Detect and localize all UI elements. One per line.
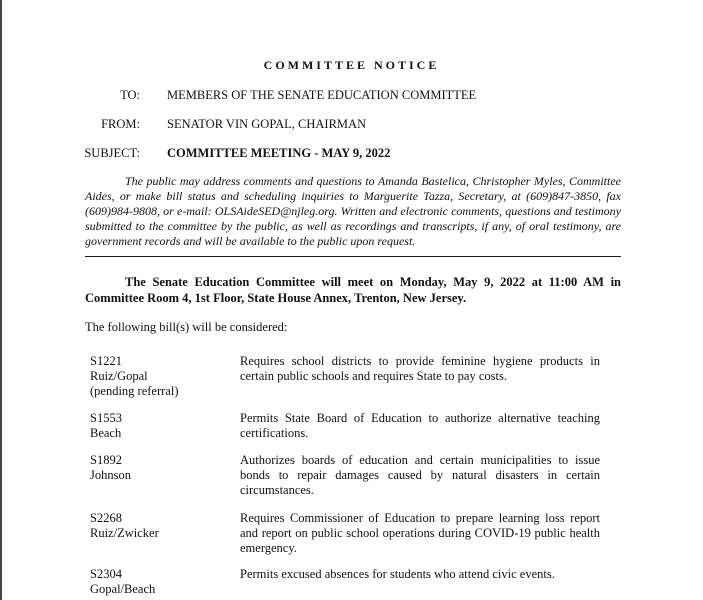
public-comment-paragraph: The public may address comments and questions to Amanda Bastelica, Christopher Myles, Committee Aides, or make bill status and scheduling inquiries to Marguerite Tazza, Secretary, at (609)847-3850, fax (609)984-9808, or e-mail: OLSAideSED@njleg.org. Written and electronic comments, questions and testimony submitted to the committee by the public, as well as recordings and transcripts, if any, of oral testimony, are government records and will be available to the public upon request. <box>85 174 621 248</box>
bill-sponsor: Gopal/Beach <box>90 582 156 596</box>
bill-identity <box>90 511 230 541</box>
bill-identity <box>90 411 230 441</box>
to-label: TO: <box>120 88 140 102</box>
bill-identity <box>90 354 230 399</box>
bill-note: (pending referral) <box>90 384 179 398</box>
bills-lead-text: The following bill(s) will be considered: <box>85 320 288 334</box>
bill-sponsor: Ruiz/Gopal <box>90 369 148 383</box>
bill-number: S1892 <box>90 453 122 467</box>
section-divider <box>85 256 621 257</box>
bill-identity <box>90 453 230 483</box>
bill-description: Permits State Board of Education to authorize alternative teaching certifications. <box>240 411 600 440</box>
meeting-announcement: The Senate Education Committee will meet on Monday, May 9, 2022 at 11:00 AM in Committee Room 4, 1st Floor, State House Annex, Trenton, New Jersey. <box>85 275 621 305</box>
bill-identity <box>90 567 230 597</box>
bill-sponsor: Ruiz/Zwicker <box>90 526 159 540</box>
bill-sponsor: Beach <box>90 426 122 440</box>
bill-number: S2268 <box>90 511 122 525</box>
bill-description: Authorizes boards of education and certain municipalities to issue bonds to repair damages caused by natural disasters in certain circumstances. <box>240 453 600 497</box>
to-value: MEMBERS OF THE SENATE EDUCATION COMMITTEE <box>167 88 477 102</box>
bill-number: S1221 <box>90 354 122 368</box>
notice-title: COMMITTEE NOTICE <box>263 58 440 72</box>
bill-number: S1553 <box>90 411 122 425</box>
bill-sponsor: Johnson <box>90 468 131 482</box>
subject-value: COMMITTEE MEETING - MAY 9, 2022 <box>167 146 391 160</box>
bill-description: Requires Commissioner of Education to prepare learning loss report and report on public school operations during COVID-19 public health emergency. <box>240 511 600 555</box>
subject-label: SUBJECT: <box>84 146 140 160</box>
bill-description: Permits excused absences for students who attend civic events. <box>240 567 555 581</box>
from-value: SENATOR VIN GOPAL, CHAIRMAN <box>167 117 367 131</box>
bill-description: Requires school districts to provide feminine hygiene products in certain public schools and requires State to pay costs. <box>240 354 600 383</box>
from-label: FROM: <box>101 117 140 131</box>
bill-number: S2304 <box>90 567 122 581</box>
